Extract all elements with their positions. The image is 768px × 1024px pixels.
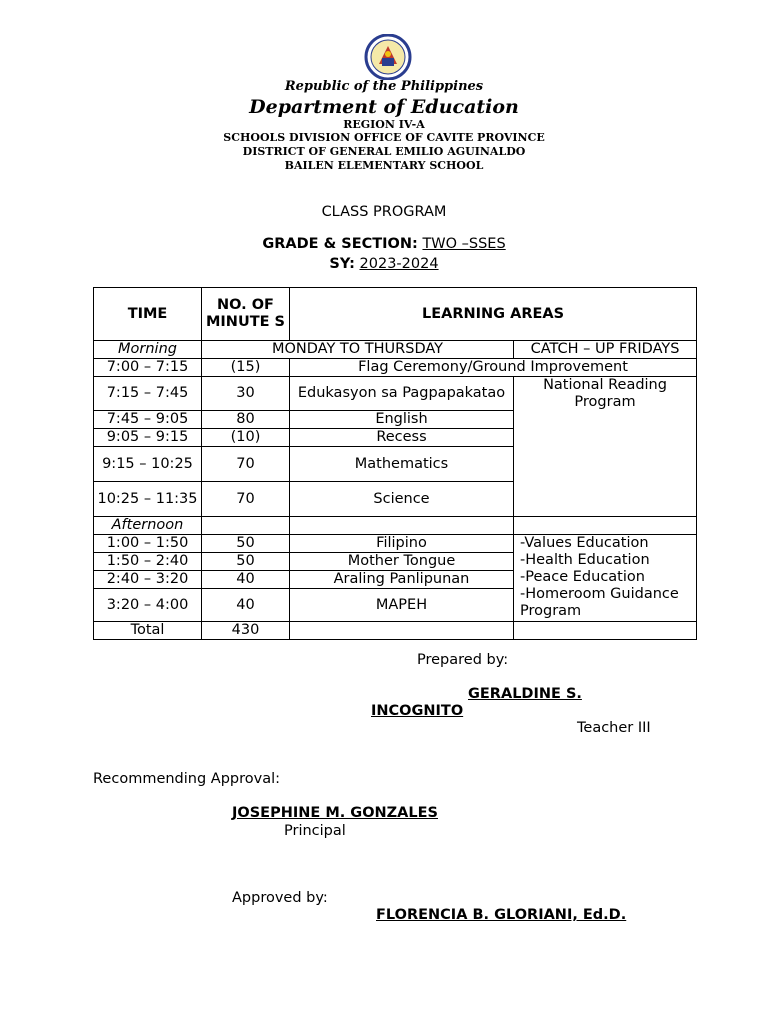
area-cell: Science [290,482,514,517]
time-cell: 9:15 – 10:25 [94,447,202,482]
mon-thu-label: MONDAY TO THURSDAY [202,341,514,359]
list-item: -Homeroom Guidance Program [520,586,679,619]
time-cell: 2:40 – 3:20 [94,571,202,589]
time-cell: 1:50 – 2:40 [94,553,202,571]
header-time: TIME [94,288,202,341]
area-cell: Flag Ceremony/Ground Improvement [290,359,697,377]
grade-label: GRADE & SECTION: [262,236,418,252]
total-row [94,622,697,640]
table-header-row [94,288,697,341]
school-year [0,256,768,272]
time-cell: 9:05 – 9:15 [94,429,202,447]
grade-section [0,236,768,252]
grade-value: TWO –SSES [422,236,506,252]
list-item: -Peace Education [520,569,645,585]
area-cell: Recess [290,429,514,447]
time-cell: 3:20 – 4:00 [94,589,202,622]
minutes-cell: (15) [202,359,290,377]
table-row [94,377,697,411]
time-cell: 7:15 – 7:45 [94,377,202,411]
area-cell: Araling Panlipunan [290,571,514,589]
time-cell: 10:25 – 11:35 [94,482,202,517]
time-cell: 7:00 – 7:15 [94,359,202,377]
header-learning-areas: LEARNING AREAS [290,288,697,341]
area-cell: MAPEH [290,589,514,622]
minutes-cell: 40 [202,589,290,622]
division-line: SCHOOLS DIVISION OFFICE OF CAVITE PROVINCE [223,131,545,144]
recommender-title: Principal [284,823,346,839]
prepared-by-label: Prepared by: [417,652,509,668]
minutes-cell: (10) [202,429,290,447]
approved-by-label: Approved by: [232,890,328,906]
minutes-cell: 30 [202,377,290,411]
school-line: BAILEN ELEMENTARY SCHOOL [284,159,484,172]
total-label: Total [94,622,202,640]
sy-label: SY: [329,256,355,272]
minutes-cell: 80 [202,411,290,429]
table-row [94,535,697,553]
preparer-title: Teacher III [577,720,651,736]
area-cell: Mathematics [290,447,514,482]
minutes-cell: 50 [202,535,290,553]
minutes-cell: 40 [202,571,290,589]
table-row [94,359,697,377]
list-item: -Values Education [520,535,649,551]
area-cell: English [290,411,514,429]
header-minutes: NO. OF MINUTE S [202,288,290,341]
afternoon-label: Afternoon [94,517,202,535]
area-cell: Edukasyon sa Pagpapakatao [290,377,514,411]
morning-label: Morning [94,341,202,359]
recommender-name: JOSEPHINE M. GONZALES [232,805,438,821]
region-line: REGION IV-A [343,118,425,131]
department-name: Department of Education [249,96,519,118]
friday-afternoon-list [514,535,697,622]
sy-value: 2023-2024 [359,256,439,272]
recommending-approval-label: Recommending Approval: [93,771,281,787]
list-item: -Health Education [520,552,650,568]
fridays-label: CATCH – UP FRIDAYS [514,341,697,359]
afternoon-row [94,517,697,535]
total-value: 430 [202,622,290,640]
time-cell: 1:00 – 1:50 [94,535,202,553]
area-cell: Mother Tongue [290,553,514,571]
minutes-cell: 50 [202,553,290,571]
minutes-cell: 70 [202,482,290,517]
preparer-name-line1: GERALDINE S. [468,686,582,702]
national-reading-program: National Reading Program [514,377,697,517]
district-line: DISTRICT OF GENERAL EMILIO AGUINALDO [242,145,526,158]
time-cell: 7:45 – 9:05 [94,411,202,429]
class-program-table [93,287,697,640]
morning-row [94,341,697,359]
minutes-cell: 70 [202,447,290,482]
republic-line: Republic of the Philippines [284,79,484,94]
deped-seal-icon [355,34,421,80]
program-title: CLASS PROGRAM [321,204,447,220]
approver-name: FLORENCIA B. GLORIANI, Ed.D. [376,907,627,923]
area-cell: Filipino [290,535,514,553]
preparer-name-line2: INCOGNITO [371,703,464,719]
